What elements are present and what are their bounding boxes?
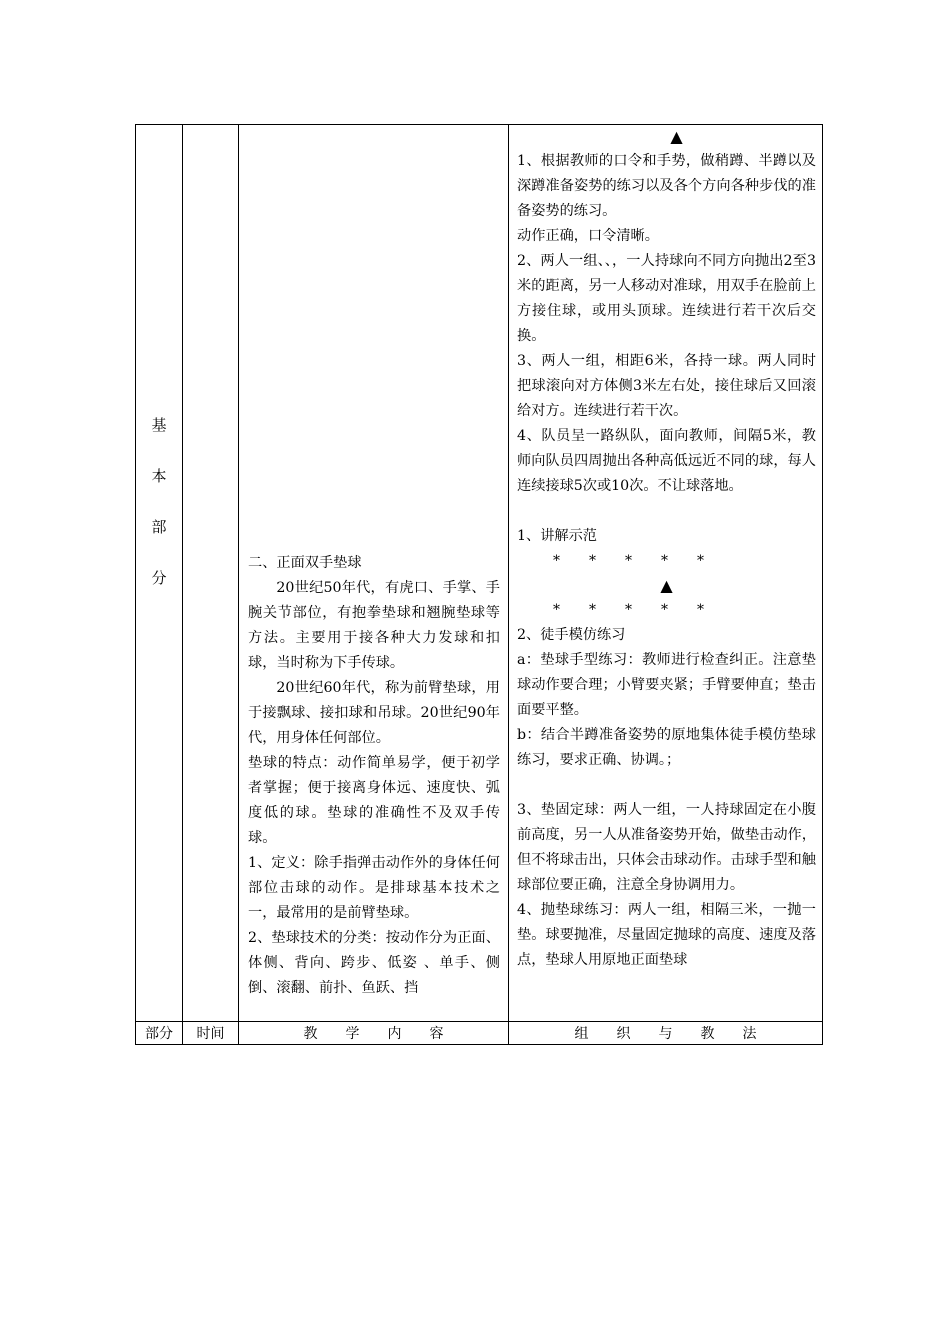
time-cell: [183, 125, 239, 1022]
footer-content-label: 教 学 内 容: [239, 1022, 509, 1045]
org-item: 2、两人一组、、，一人持球向不同方向抛出2至3米的距离，另一人移动对准球，用双手在脸前上方接住球，或用头顶球。连续进行若干次后交换。: [517, 253, 816, 344]
org-item: 3、两人一组，相距6米，各持一球。两人同时把球滚向对方体侧3米左右处，接住球后又回滚给对方。连续进行若干次。: [517, 353, 816, 419]
student-marker: *: [661, 602, 668, 618]
content-cell: [239, 125, 509, 1022]
student-marker: *: [589, 553, 596, 569]
content-paragraph: 垫球的特点：动作简单易学，便于初学者掌握；便于接离身体远、速度快、弧度低的球。垫球的准确性不及双手传球。: [248, 755, 500, 846]
content-paragraph: 1、定义：除手指弹击动作外的身体任何部位击球的动作。是排球基本技术之一，最常用的是前臂垫球。: [248, 855, 500, 921]
lesson-plan-table: [135, 124, 823, 1045]
org-item: 2、徒手模仿练习: [517, 627, 626, 643]
org-item: 1、根据教师的口令和手势，做稍蹲、半蹲以及深蹲准备姿势的练习以及各个方向各种步伐的准备姿势的练习。: [517, 153, 816, 219]
student-marker: *: [697, 602, 704, 618]
org-item: 动作正确，口令清晰。: [517, 228, 659, 244]
student-marker: *: [697, 553, 704, 569]
organization-cell: [509, 125, 823, 1022]
table-footer-row: [136, 1022, 823, 1045]
student-marker: *: [625, 602, 632, 618]
section-label: [136, 400, 182, 604]
section-char: 部: [151, 518, 167, 536]
student-marker: *: [589, 602, 596, 618]
content-paragraph: 20世纪60年代，称为前臂垫球，用于接飘球、接扣球和吊球。20世纪90年代，用身体任何部位。: [248, 680, 500, 746]
student-marker: *: [553, 602, 560, 618]
student-formation-row: [517, 549, 816, 574]
student-formation-row: [517, 598, 816, 623]
student-marker: *: [661, 553, 668, 569]
teacher-position-icon: ▲: [660, 576, 673, 595]
section-cell: [136, 125, 183, 1022]
content-paragraph: 20世纪50年代，有虎口、手掌、手腕关节部位，有抱拳垫球和翘腕垫球等方法。主要用于接各种大力发球和扣球，当时称为下手传球。: [248, 580, 500, 671]
section-char: 分: [151, 569, 167, 587]
footer-part-label: 部分: [136, 1022, 183, 1045]
org-item: 4、队员呈一路纵队，面向教师，间隔5米，教师向队员四周抛出各种高低远近不同的球，每人连续接球5次或10次。不让球落地。: [517, 428, 816, 494]
table-body-row: [136, 125, 823, 1022]
student-marker: *: [625, 553, 632, 569]
section-char: 基: [151, 416, 167, 434]
demo-title: 1、讲解示范: [517, 528, 597, 544]
content-paragraph: 2、垫球技术的分类：按动作分为正面、体侧、背向、跨步、低姿 、单手、侧倒、滚翻、前扑、鱼跃、挡: [248, 930, 500, 996]
section-char: 本: [151, 467, 167, 485]
org-item: b：结合半蹲准备姿势的原地集体徒手模仿垫球练习，要求正确、协调。；: [517, 727, 816, 768]
footer-time-label: 时间: [183, 1022, 239, 1045]
content-heading: 二、正面双手垫球: [248, 555, 362, 571]
org-item: 4、抛垫球练习：两人一组，相隔三米，一抛一垫。球要抛准，尽量固定抛球的高度、速度及落点，垫球人用原地正面垫球: [517, 902, 816, 968]
teacher-position-icon: ▲: [670, 127, 683, 146]
student-marker: *: [553, 553, 560, 569]
org-item: 3、垫固定球：两人一组，一人持球固定在小腹前高度，另一人从准备姿势开始，做垫击动作，但不将球击出，只体会击球动作。击球手型和触球部位要正确，注意全身协调用力。: [517, 802, 816, 893]
footer-organization-label: 组 织 与 教 法: [509, 1022, 823, 1045]
org-item: a：垫球手型练习：教师进行检查纠正。注意垫球动作要合理；小臂要夹紧；手臂要伸直；垫击面要平整。: [517, 652, 816, 718]
